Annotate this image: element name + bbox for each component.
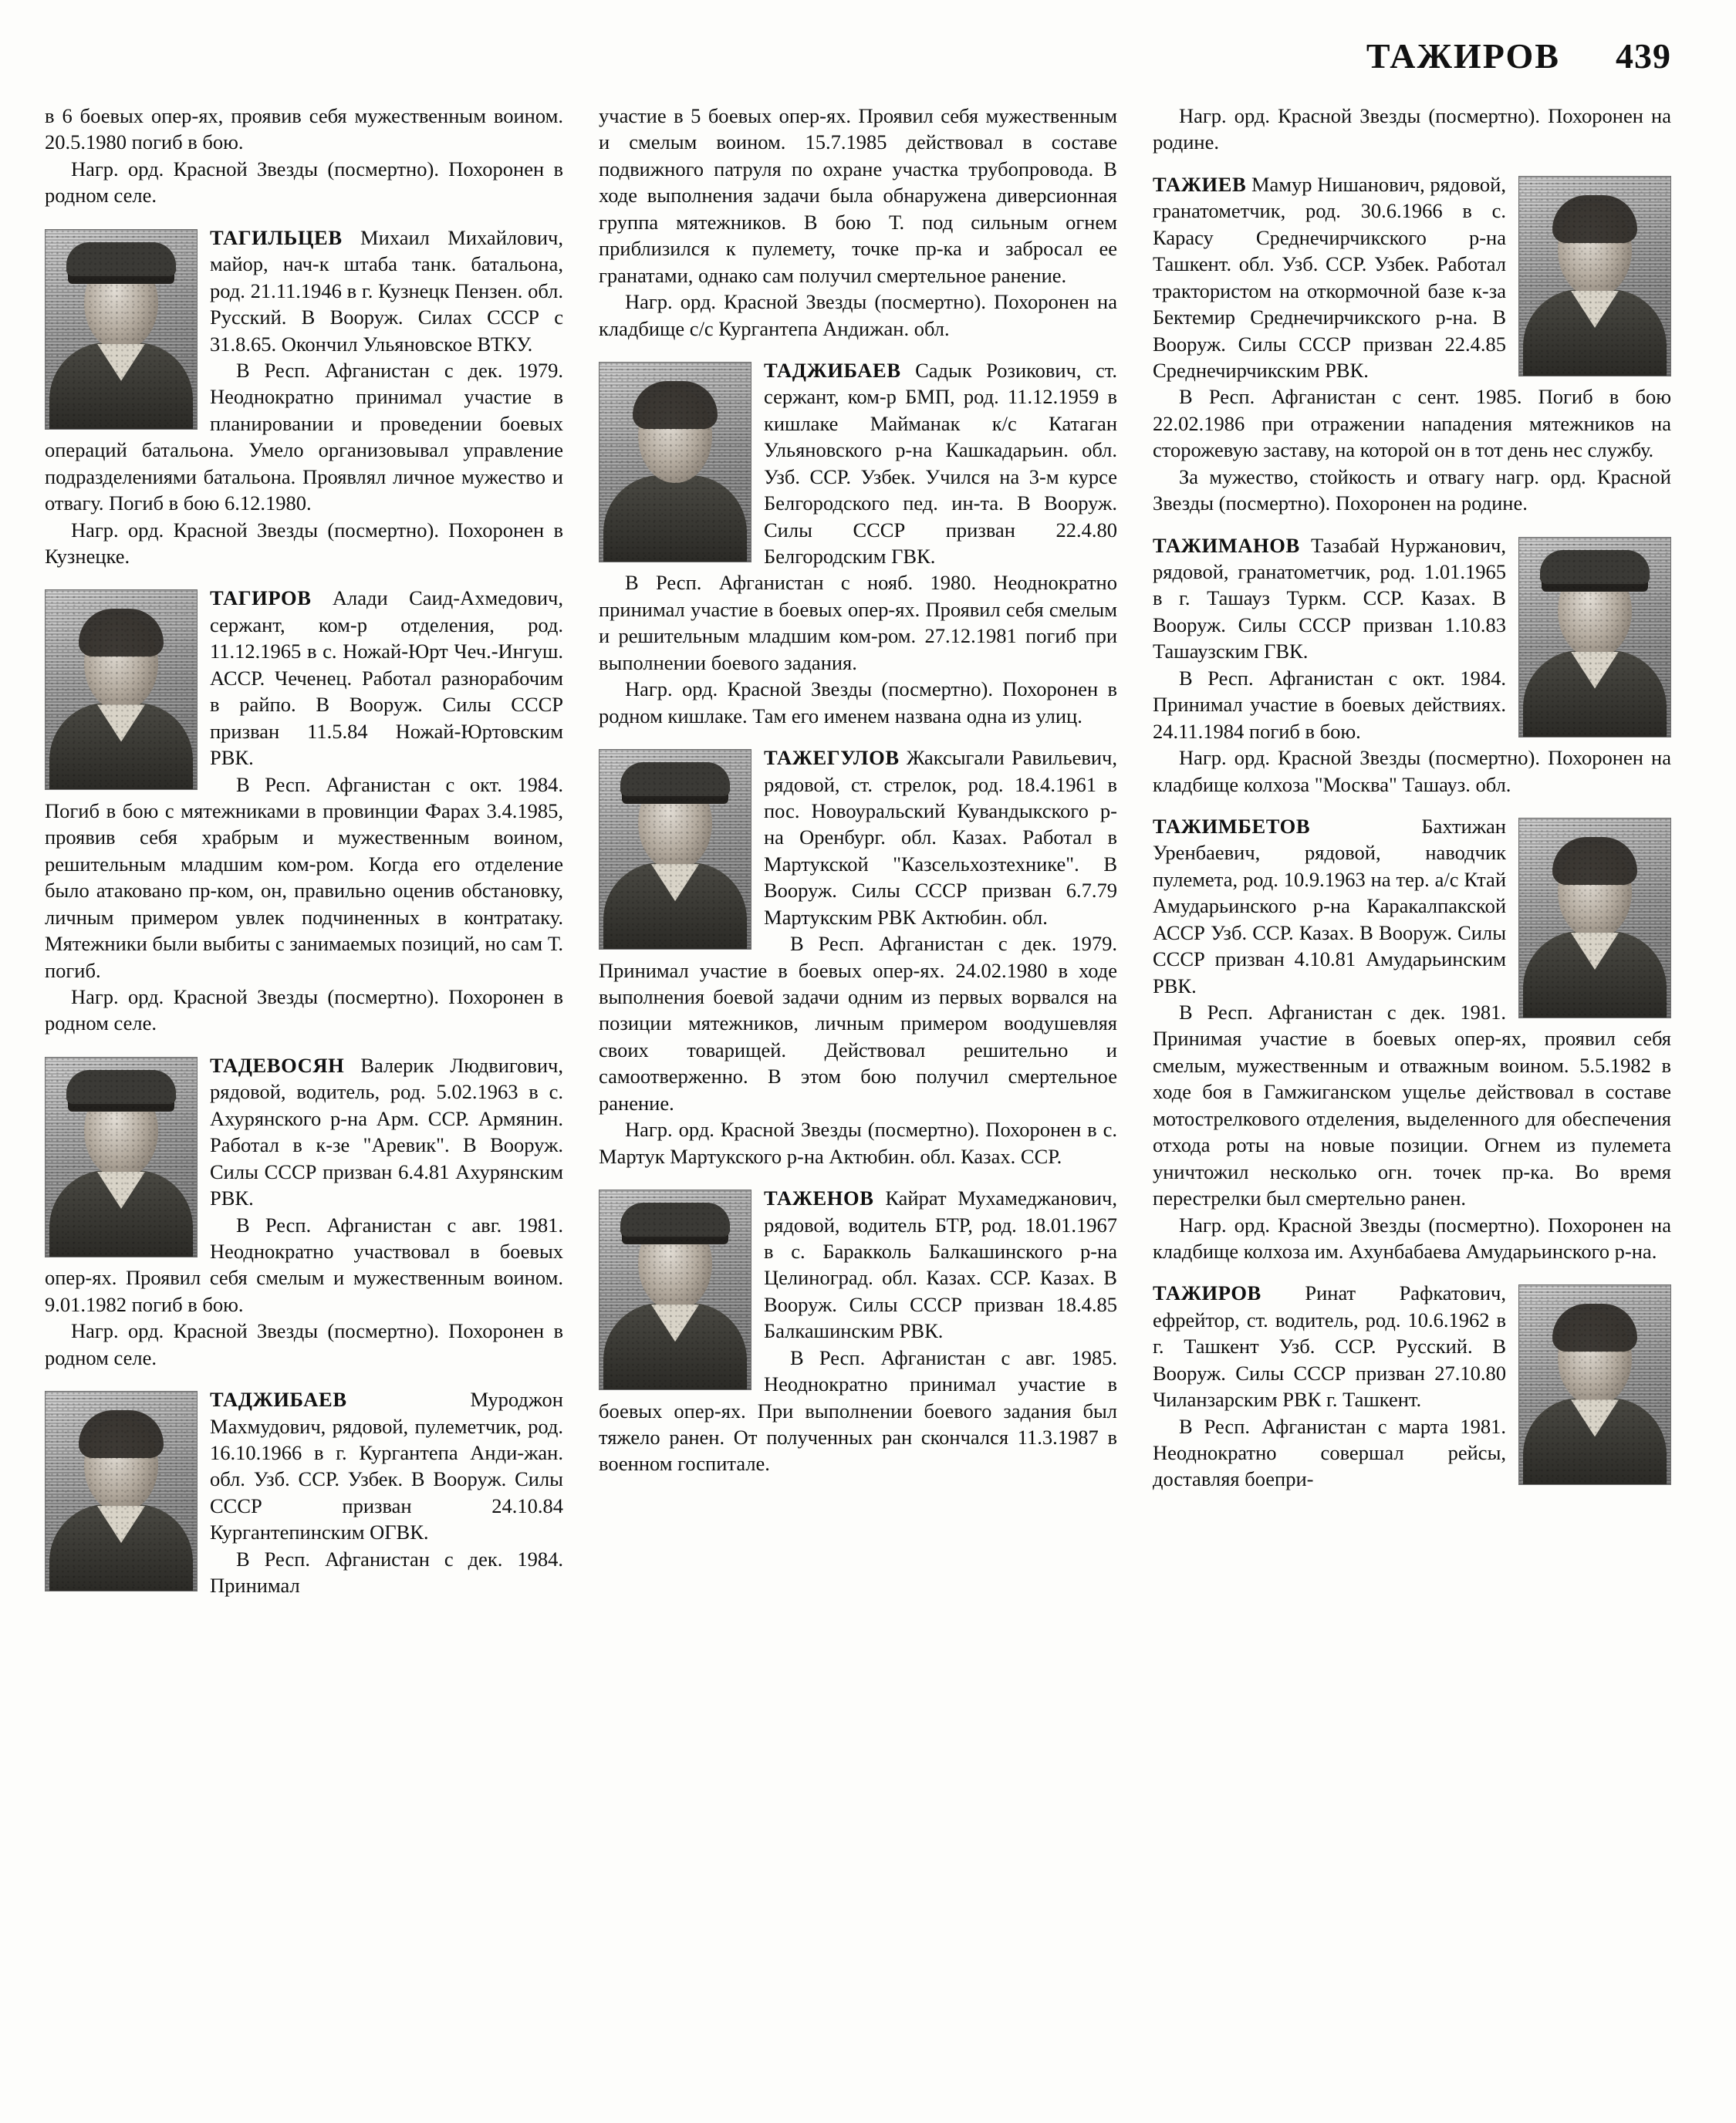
entry-text: Тазабай Нуржанович, рядовой, гранатометчик, род. 1.01.1965 в г. Ташауз Туркм. ССР. Казах. В Вооруж. Силы СССР призван 1.10.83 Ташаузским ГВК. xyxy=(1153,533,1506,663)
running-head-title: ТАЖИРОВ xyxy=(1366,36,1560,76)
biography-entry xyxy=(45,1052,563,1371)
entry-paragraph: В Респ. Афганистан с авг. 1985. Неоднократно принимал участие в боевых опер-ях. При выполнении боевого задания был тяжело ранен. От полученных ран скончался 11.3.1987 в военном госпитале. xyxy=(599,1345,1117,1476)
entry-text: Валерик Людвигович, рядовой, водитель, род. 5.02.1963 в с. Ахурянского р-на Арм. ССР. Армянин. Работал в к-зе "Аревик". В Вооруж. Силы СССР призван 6.4.81 Ахурянским РВК. xyxy=(210,1053,563,1210)
entry-paragraph: За мужество, стойкость и отвагу нагр. орд. Красной Звезды (посмертно). Похоронен на родине. xyxy=(1153,464,1671,515)
photo-grain xyxy=(46,1392,197,1591)
biography-entry xyxy=(599,103,1117,342)
entry-paragraph: В Респ. Афганистан с марта 1981. Неоднократно совершал рейсы, доставляя боепри- xyxy=(1153,1414,1506,1491)
portrait-photo xyxy=(1518,537,1671,737)
entry-surname: ТАЖЕНОВ xyxy=(764,1186,874,1210)
entry-paragraph: Нагр. орд. Красной Звезды (посмертно). Похоронен в родном селе. xyxy=(45,1319,563,1369)
biography-entry xyxy=(45,585,563,1036)
photo-grain xyxy=(1519,177,1670,376)
photo-grain xyxy=(46,1058,197,1257)
entry-paragraph: Нагр. орд. Красной Звезды (посмертно). Похоронен на кладбище колхоза им. Ахунбабаева Амударьинского р-на. xyxy=(1153,1213,1671,1263)
entry-surname: ТАЖИМБЕТОВ xyxy=(1153,814,1311,838)
entry-text: Муроджон Махмудович, рядовой, пулеметчик, род. 16.10.1966 в г. Кургантепа Анди-жан. обл. Узб. ССР. Узбек. В Вооруж. Силы СССР призван 24.10.84 Кургантепинским ОГВК. xyxy=(210,1388,563,1544)
biography-entry xyxy=(45,1386,563,1599)
photo-grain xyxy=(46,590,197,789)
biography-entry xyxy=(599,357,1117,729)
entry-paragraph: В Респ. Афганистан с нояб. 1980. Неоднократно принимал участие в боевых опер-ях. Проявил себя смелым и решительным младшим ком-ром. 27.12.1981 погиб при выполнении боевого задания. xyxy=(599,571,1117,674)
biography-entry xyxy=(1153,171,1671,517)
entry-text: Мамур Нишанович, рядовой, гранатометчик, род. 30.6.1966 в с. Карасу Среднечирчикского р-на Ташкент. обл. Узб. ССР. Узбек. Работал трактористом на откормочной базе к-за Бектемир Среднечирчикского р-на. В Вооруж. Силы СССР призван 22.4.85 Среднечирчикским РВК. xyxy=(1153,172,1506,382)
entry-paragraph: В Респ. Афганистан с дек. 1981. Принимая участие в боевых опер-ях, проявил себя смелым, мужественным и отважным воином. 5.5.1982 в ходе боя в Гамжиганском ущелье действовал в составе мотострелкового отделения, выделенного для обеспечения отхода роты на новые позиции. Огнем из пулемета уничтожил несколько огн. точек пр-ка. Во время перестрелки был смертельно ранен. xyxy=(1153,1001,1671,1210)
biography-entry xyxy=(1153,532,1671,798)
entry-paragraph: В Респ. Афганистан с сент. 1985. Погиб в бою 22.02.1986 при отражении нападения мятежников на сторожевую заставу, на которой он в тот день нес службу. xyxy=(1153,385,1671,462)
photo-grain xyxy=(1519,818,1670,1018)
entry-surname: ТАГИРОВ xyxy=(210,586,312,610)
entry-surname: ТАЖИМАНОВ xyxy=(1153,533,1300,557)
entry-paragraph: Нагр. орд. Красной Звезды (посмертно). Похоронен на кладбище колхоза "Москва" Ташауз. обл. xyxy=(1153,746,1671,796)
biography-entry xyxy=(599,744,1117,1170)
portrait-photo xyxy=(45,1057,198,1257)
photo-grain xyxy=(1519,1285,1670,1484)
portrait-photo xyxy=(1518,176,1671,376)
text-columns xyxy=(45,103,1691,1615)
entry-paragraph: В Респ. Афганистан с авг. 1981. Неоднократно участвовал в боевых опер-ях. Проявил себя смелым и мужественным воином. 9.01.1982 погиб в бою. xyxy=(45,1213,563,1316)
biography-entry xyxy=(599,1185,1117,1477)
entry-text: Кайрат Мухамеджанович, рядовой, водитель БТР, род. 18.01.1967 в с. Баракколь Балкашинского р-на Целиноград. обл. Казах. ССР. Казах. В Вооруж. Силы СССР призван 18.4.85 Балкашинским РВК. xyxy=(764,1186,1117,1343)
entry-surname: ТАДЖИБАЕВ xyxy=(210,1388,347,1412)
entry-paragraph: Нагр. орд. Красной Звезды (посмертно). Похоронен в с. Мартук Мартукского р-на Актюбин. обл. Казах. ССР. xyxy=(599,1118,1117,1168)
column-right xyxy=(1153,103,1671,1508)
entry-surname: ТАДЖИБАЕВ xyxy=(764,358,901,382)
entry-paragraph: В Респ. Афганистан с дек. 1979. Принимал участие в боевых опер-ях. 24.02.1980 в ходе выполнения боевой задачи одним из первых ворвался на позиции мятежников, личным примером воодушевляя своих товарищей. Действовал решительно и самоотверженно. В этом бою получил смертельное ранение. xyxy=(599,932,1117,1115)
entry-paragraph: участие в 5 боевых опер-ях. Проявил себя мужественным и смелым воином. 15.7.1985 действовал в составе подвижного патруля по охране участка трубопровода. В ходе выполнения задачи была обнаружена диверсионная группа мятежников. В бою Т. под сильным огнем приблизился к пулемету, точке пр-ка и забросал ее гранатами, однако сам получил смертельное ранение. xyxy=(599,104,1117,287)
entry-paragraph: Нагр. орд. Красной Звезды (посмертно). Похоронен на кладбище с/с Кургантепа Андижан. обл. xyxy=(599,290,1117,340)
entry-paragraph: Нагр. орд. Красной Звезды (посмертно). Похоронен в родном селе. xyxy=(45,157,563,208)
entry-paragraph: Нагр. орд. Красной Звезды (посмертно). Похоронен в Кузнецке. xyxy=(45,518,563,568)
entry-text: Ринат Рафкатович, ефрейтор, ст. водитель, род. 10.6.1962 в г. Ташкент Узб. ССР. Русский. В Вооруж. Силы СССР призван 27.10.80 Чиланзарским РВК г. Ташкент. xyxy=(1153,1281,1506,1412)
page-header xyxy=(45,35,1691,76)
portrait-photo xyxy=(599,362,751,562)
portrait-photo xyxy=(1518,1284,1671,1485)
entry-text: Алади Саид-Ахмедович, сержант, ком-р отделения, род. 11.12.1965 в с. Ножай-Юрт Чеч.-Ингуш. АССР. Чеченец. Работал разнорабочим в райпо. В Вооруж. Силы СССР призван 11.5.84 Ножай-Юртовским РВК. xyxy=(210,586,563,770)
photo-grain xyxy=(599,363,751,562)
entry-text: Жаксыгали Равильевич, рядовой, ст. стрелок, род. 18.4.1961 в пос. Новоуральский Кувандыкского р-на Оренбург. обл. Казах. Работал в Мартукской "Казсельхозтехнике". В Вооруж. Силы СССР призван 6.7.79 Мартукским РВК Актюбин. обл. xyxy=(764,746,1117,929)
entry-text: Садык Розикович, ст. сержант, ком-р БМП, род. 11.12.1959 в кишлаке Майманак к/с Катаган Ульяновского р-на Кашкадарьин. обл. Узб. ССР. Узбек. Учился на 3-м курсе Белгородского пед. ин-та. В Вооруж. Силы СССР призван 22.4.80 Белгородским ГВК. xyxy=(764,358,1117,568)
column-left xyxy=(45,103,563,1615)
biography-entry xyxy=(45,224,563,570)
entry-paragraph: В Респ. Афганистан с окт. 1984. Принимал участие в боевых действиях. 24.11.1984 погиб в бою. xyxy=(1153,666,1506,743)
photo-grain xyxy=(599,750,751,949)
entry-paragraph: В Респ. Афганистан с окт. 1984. Погиб в бою с мятежниками в провинции Фарах 3.4.1985, проявив себя храбрым и мужественным воином, решительным младшим ком-ром. Когда его отделение было атаковано пр-ком, он, правильно оценив обстановку, личным примером увлек подчиненных в контратаку. Мятежники были выбиты с занимаемых позиций, но сам Т. погиб. xyxy=(45,772,563,982)
portrait-photo xyxy=(45,1391,198,1591)
entry-text: Бахтижан Уренбаевич, рядовой, наводчик пулемета, род. 10.9.1963 на тер. а/с Ктай Амударьинского р-на Каракалпакской АССР Узб. ССР. Казах. В Вооруж. Силы СССР призван 4.10.81 Амударьинским РВК. xyxy=(1153,814,1506,997)
portrait-photo xyxy=(1518,818,1671,1018)
biography-entry xyxy=(1153,1280,1671,1493)
biography-entry xyxy=(1153,813,1671,1264)
entry-paragraph: Нагр. орд. Красной Звезды (посмертно). Похоронен в родном кишлаке. Там его именем названа одна из улиц. xyxy=(599,677,1117,727)
portrait-photo xyxy=(599,1190,751,1390)
entry-paragraph: Нагр. орд. Красной Звезды (посмертно). Похоронен в родном селе. xyxy=(45,985,563,1035)
entry-paragraph: В Респ. Афганистан с дек. 1984. Принимал xyxy=(210,1547,563,1598)
entry-paragraph: В Респ. Афганистан с дек. 1979. Неоднократно принимал участие в планировании и проведении боевых операций батальона. Умело организовывал управление подразделениями батальона. Проявлял личное мужество и отвагу. Погиб в бою 6.12.1980. xyxy=(45,358,563,515)
page-number: 439 xyxy=(1616,36,1671,76)
photo-grain xyxy=(46,230,197,429)
biography-entry xyxy=(1153,103,1671,156)
portrait-photo xyxy=(45,229,198,430)
entry-surname: ТАЖИЕВ xyxy=(1153,172,1247,196)
entry-surname: ТАДЕВОСЯН xyxy=(210,1053,345,1077)
entry-paragraph: в 6 боевых опер-ях, проявив себя мужественным воином. 20.5.1980 погиб в бою. xyxy=(45,104,563,154)
photo-grain xyxy=(1519,538,1670,737)
entry-surname: ТАЖЕГУЛОВ xyxy=(764,746,900,770)
biography-entry xyxy=(45,103,563,209)
entry-text: Михаил Михайлович, майор, нач-к штаба танк. батальона, род. 21.11.1946 в г. Кузнецк Пензен. обл. Русский. В Вооруж. Силах СССР с 31.8.65. Окончил Ульяновское ВТКУ. xyxy=(210,225,563,356)
entry-surname: ТАЖИРОВ xyxy=(1153,1281,1261,1305)
entry-paragraph: Нагр. орд. Красной Звезды (посмертно). Похоронен на родине. xyxy=(1153,104,1671,154)
portrait-photo xyxy=(599,749,751,950)
portrait-photo xyxy=(45,589,198,790)
photo-grain xyxy=(599,1190,751,1389)
entry-surname: ТАГИЛЬЦЕВ xyxy=(210,225,343,249)
column-middle xyxy=(599,103,1117,1493)
